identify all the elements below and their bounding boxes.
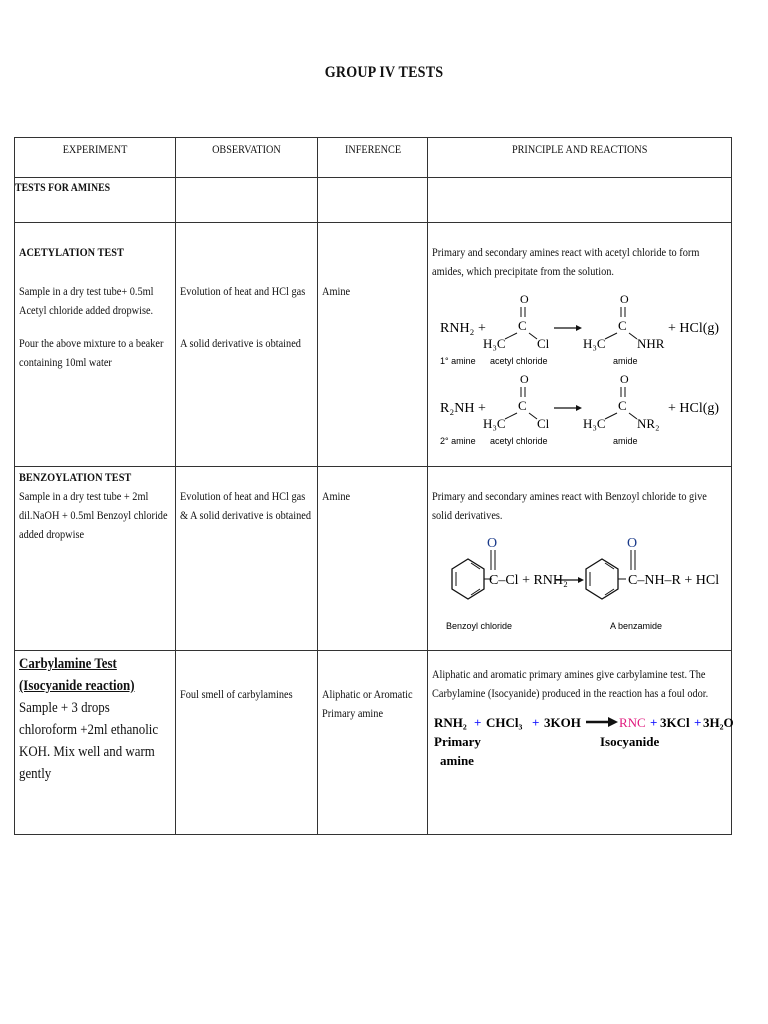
benzoylation-step: Sample in a dry test tube + 2ml dil.NaOH + 0.5ml Benzoyl chloride added dropwise xyxy=(19,489,168,541)
acetylation-row xyxy=(15,223,732,467)
rxn1-o: O xyxy=(520,292,529,306)
carb-chcl3: CHCl₃ xyxy=(486,715,523,730)
acetylation-reactions xyxy=(428,289,728,459)
benzamide-product: C–NH–R + HCl xyxy=(628,573,720,588)
carbylamine-step: Sample + 3 drops chloroform +2ml ethanolic KOH. Mix well and warm gently xyxy=(19,700,159,782)
tests-table xyxy=(14,137,732,835)
header-inference: INFERENCE xyxy=(318,138,428,178)
rxn1-prod-group: NHR xyxy=(637,336,665,351)
benzoylation-inference: Amine xyxy=(322,489,351,503)
carb-plus2: + xyxy=(532,715,540,730)
rxn2-reactant: R₂NH + xyxy=(440,401,486,416)
rxn1-prod-c: C xyxy=(618,318,627,333)
carb-plus4: + xyxy=(694,715,702,730)
rxn2-prod-h3c: H₃C xyxy=(583,416,606,431)
rxn1-label-amide: amide xyxy=(613,356,638,366)
carbylamine-inference: Aliphatic or Aromatic Primary amine xyxy=(322,687,413,720)
section-row xyxy=(15,178,732,223)
label-benzoyl-chloride: Benzoyl chloride xyxy=(446,621,513,631)
carbylamine-obs: Foul smell of carbylamines xyxy=(180,687,293,701)
carb-h2o: 3H₂O xyxy=(703,715,734,730)
rxn1-label-amine: 1° amine xyxy=(440,356,476,366)
benzoylation-row xyxy=(15,467,732,651)
rxn1-c: C xyxy=(518,318,527,333)
rxn2-prod-o: O xyxy=(620,372,629,386)
carb-rnc: RNC xyxy=(619,715,646,730)
section-title: TESTS FOR AMINES xyxy=(15,178,176,223)
carbylamine-reaction xyxy=(428,707,734,777)
rxn2-label-amide: amide xyxy=(613,436,638,446)
rxn2-prod-group: NR₂ xyxy=(637,416,660,431)
header-experiment: EXPERIMENT xyxy=(15,138,176,178)
carb-rnh2: RNH₂ xyxy=(434,715,467,730)
acetylation-step2: Pour the above mixture to a beaker containing 10ml water xyxy=(19,336,164,369)
acetylation-principle: Primary and secondary amines react with acetyl chloride to form amides, which precipitate from the solution. xyxy=(432,245,700,278)
rxn2-prod-c: C xyxy=(618,398,627,413)
acetylation-obs2: A solid derivative is obtained xyxy=(180,336,301,350)
page-title: GROUP IV TESTS xyxy=(324,64,444,81)
rxn2-h3c: H₃C xyxy=(483,416,506,431)
benzoyl-o: O xyxy=(487,536,498,551)
benzoylation-principle: Primary and secondary amines react with Benzoyl chloride to give solid derivatives. xyxy=(432,489,707,522)
benzoylation-obs: Evolution of heat and HCl gas & A solid derivative is obtained xyxy=(180,489,312,522)
acetylation-inference: Amine xyxy=(322,284,351,298)
rxn2-c: C xyxy=(518,398,527,413)
carb-plus1: + xyxy=(474,715,482,730)
rxn2-label-amine: 2° amine xyxy=(440,436,476,446)
carb-label-amine: amine xyxy=(440,753,474,768)
header-principle: PRINCIPLE AND REACTIONS xyxy=(428,138,732,178)
rxn1-reactant: RNH₂ + xyxy=(440,321,486,336)
label-benzamide: A benzamide xyxy=(610,621,663,631)
rxn1-prod-h3c: H₃C xyxy=(583,336,606,351)
rxn2-o: O xyxy=(520,372,529,386)
benzoylation-test-name: BENZOYLATION TEST xyxy=(19,470,132,484)
rxn2-cl: Cl xyxy=(537,416,550,431)
rxn2-byproduct: + HCl(g) xyxy=(668,401,720,416)
carb-label-isocyanide: Isocyanide xyxy=(600,734,660,749)
header-row xyxy=(15,138,732,178)
benzamide-o: O xyxy=(627,536,638,551)
carb-koh: 3KOH xyxy=(544,715,581,730)
header-observation: OBSERVATION xyxy=(176,138,318,178)
rxn1-label-chloride: acetyl chloride xyxy=(490,356,548,366)
carbylamine-test-name: Carbylamine Test (Isocyanide reaction) xyxy=(19,656,135,694)
carbylamine-row xyxy=(15,651,732,835)
benzoylation-reaction xyxy=(428,529,728,639)
acetylation-step1: Sample in a dry test tube+ 0.5ml Acetyl chloride added dropwise. xyxy=(19,284,154,317)
carb-kcl: 3KCl xyxy=(660,715,690,730)
carb-plus3: + xyxy=(650,715,658,730)
acetylation-test-name: ACETYLATION TEST xyxy=(19,245,124,259)
carbylamine-principle: Aliphatic and aromatic primary amines give carbylamine test. The Carbylamine (Isocyanide) produced in the reaction has a foul odor. xyxy=(432,667,709,700)
acetylation-obs1: Evolution of heat and HCl gas xyxy=(180,284,306,298)
carb-label-primary: Primary xyxy=(434,734,481,749)
benzoyl-reactant: C–Cl + RNH₂ xyxy=(489,573,568,588)
rxn1-prod-o: O xyxy=(620,292,629,306)
rxn2-label-chloride: acetyl chloride xyxy=(490,436,548,446)
rxn1-byproduct: + HCl(g) xyxy=(668,321,720,336)
rxn1-h3c: H₃C xyxy=(483,336,506,351)
rxn1-cl: Cl xyxy=(537,336,550,351)
